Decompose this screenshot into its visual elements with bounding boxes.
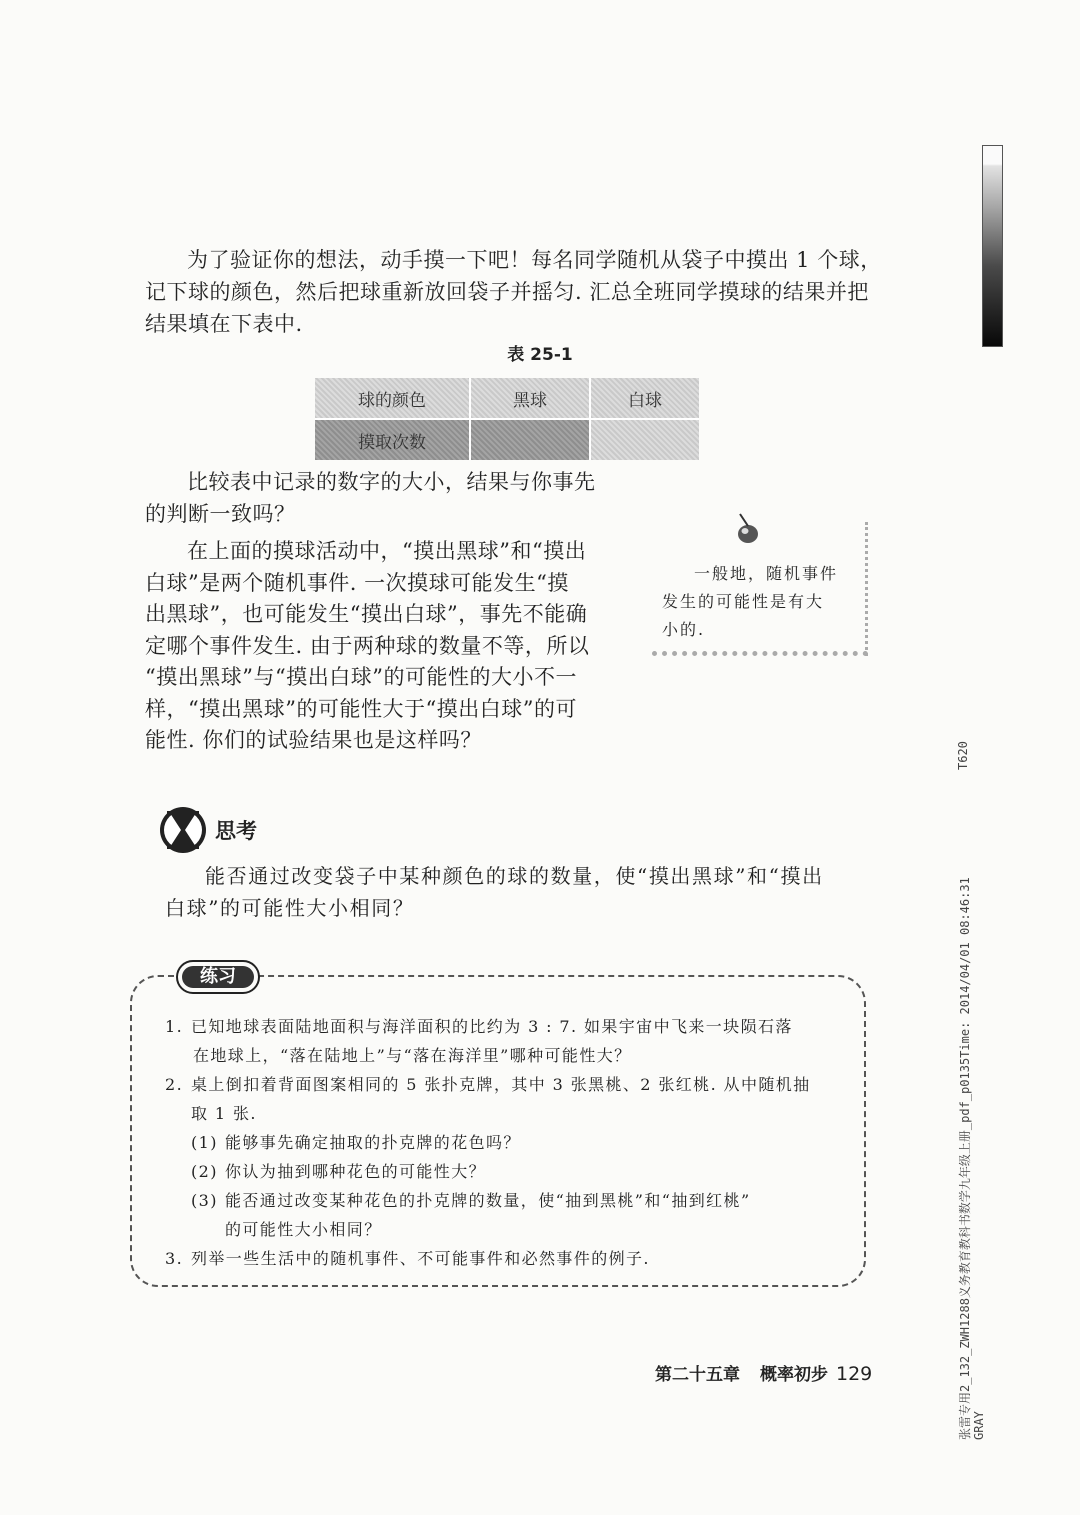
- exercise-label: 练习: [200, 966, 236, 987]
- table-cell-black-count: [470, 419, 590, 460]
- exercise-number: 3.: [165, 1249, 184, 1268]
- page-number: 129: [836, 1363, 873, 1385]
- intro-line: 记下球的颜色，然后把球重新放回袋子并摇匀. 汇总全班同学摸球的结果并把: [145, 280, 869, 304]
- note-line: 发生的可能性是有大: [662, 592, 825, 611]
- table-cell-white-count: [590, 419, 699, 460]
- table-row-label: 摸取次数: [315, 419, 470, 460]
- exercise-subitem-3: [165, 1186, 850, 1244]
- think-line: 能否通过改变袋子中某种颜色的球的数量，使“摸出黑球”和“摸出: [205, 864, 824, 888]
- margin-code-t620: T620: [956, 741, 970, 770]
- table-header-cell: 白球: [590, 378, 699, 419]
- table-row: [315, 419, 699, 460]
- explain-paragraph: [145, 536, 625, 757]
- exercise-subitem-2: [165, 1157, 850, 1186]
- margin-gray-label: GRAY: [972, 1411, 986, 1440]
- section-label: 概率初步: [760, 1365, 828, 1385]
- exercise-line: 你认为抽到哪种花色的可能性大？: [225, 1162, 487, 1181]
- exercise-item-1: [165, 1012, 850, 1070]
- exercise-number: 2.: [165, 1075, 184, 1094]
- intro-paragraph: [145, 244, 905, 340]
- exercise-line: 的可能性大小相同？: [225, 1220, 382, 1239]
- compare-paragraph: [145, 466, 625, 530]
- chapter-label: 第二十五章: [655, 1365, 740, 1385]
- note-line: 小的.: [662, 620, 706, 639]
- think-paragraph: [165, 860, 865, 924]
- exercise-subitem-1: [165, 1128, 850, 1157]
- exercise-line: 能够事先确定抽取的扑克牌的花色吗？: [225, 1133, 521, 1152]
- compare-line: 的判断一致吗？: [145, 502, 296, 526]
- exercise-list: [165, 1012, 850, 1273]
- table-title: 表 25-1: [507, 345, 573, 365]
- exercise-line: 取 1 张.: [191, 1104, 257, 1123]
- explain-line: 白球”是两个随机事件. 一次摸球可能发生“摸: [145, 570, 569, 595]
- exercise-number: (3): [191, 1191, 218, 1210]
- page-footer: [655, 1360, 892, 1385]
- margin-scan-info: 张雷专用2_132_ZWH1288义务教育教科书数学九年级上册_pdf_p0135Time: 2014/04/01 08:46:31: [958, 877, 972, 1440]
- grayscale-strip: [982, 145, 1003, 347]
- explain-line: 出黑球”，也可能发生“摸出白球”，事先不能确: [145, 602, 588, 626]
- exercise-item-3: [165, 1244, 850, 1273]
- note-line: 一般地，随机事件: [694, 564, 839, 583]
- hourglass-icon: [158, 805, 208, 855]
- exercise-line: 能否通过改变某种花色的扑克牌的数量，使“抽到黑桃”和“抽到红桃”: [225, 1191, 751, 1210]
- think-title: 思考: [215, 819, 257, 843]
- table-row: [315, 378, 699, 419]
- exercise-line: 已知地球表面陆地面积与海洋面积的比约为 3 : 7. 如果宇宙中飞来一块陨石落: [191, 1017, 793, 1036]
- exercise-item-2: [165, 1070, 850, 1128]
- exercise-line: 桌上倒扣着背面图案相同的 5 张扑克牌，其中 3 张黑桃、2 张红桃. 从中随机抽: [191, 1075, 811, 1094]
- exercise-line: 列举一些生活中的随机事件、不可能事件和必然事件的例子.: [191, 1249, 650, 1268]
- intro-line: 为了验证你的想法，动手摸一下吧！每名同学随机从袋子中摸出 1 个球，: [187, 248, 882, 272]
- explain-line: 能性. 你们的试验结果也是这样吗？: [145, 728, 482, 752]
- exercise-number: (2): [191, 1162, 218, 1181]
- result-table: [315, 378, 699, 460]
- explain-line: 在上面的摸球活动中，“摸出黑球”和“摸出: [187, 539, 587, 563]
- exercise-number: (1): [191, 1133, 218, 1152]
- think-line: 白球”的可能性大小相同？: [165, 896, 415, 920]
- table-header-cell: 黑球: [470, 378, 590, 419]
- intro-line: 结果填在下表中.: [145, 312, 303, 336]
- exercise-line: 在地球上，“落在陆地上”与“落在海洋里”哪种可能性大？: [193, 1046, 632, 1065]
- note-text: [662, 560, 860, 644]
- explain-line: “摸出黑球”与“摸出白球”的可能性的大小不一: [145, 665, 577, 689]
- table-header-cell: 球的颜色: [315, 378, 470, 419]
- side-note: [652, 522, 868, 656]
- exercise-number: 1.: [165, 1017, 184, 1036]
- pushpin-icon: [728, 508, 768, 548]
- compare-line: 比较表中记录的数字的大小，结果与你事先: [187, 470, 596, 494]
- explain-line: 样，“摸出黑球”的可能性大于“摸出白球”的可: [145, 696, 577, 721]
- explain-line: 定哪个事件发生. 由于两种球的数量不等，所以: [145, 633, 590, 658]
